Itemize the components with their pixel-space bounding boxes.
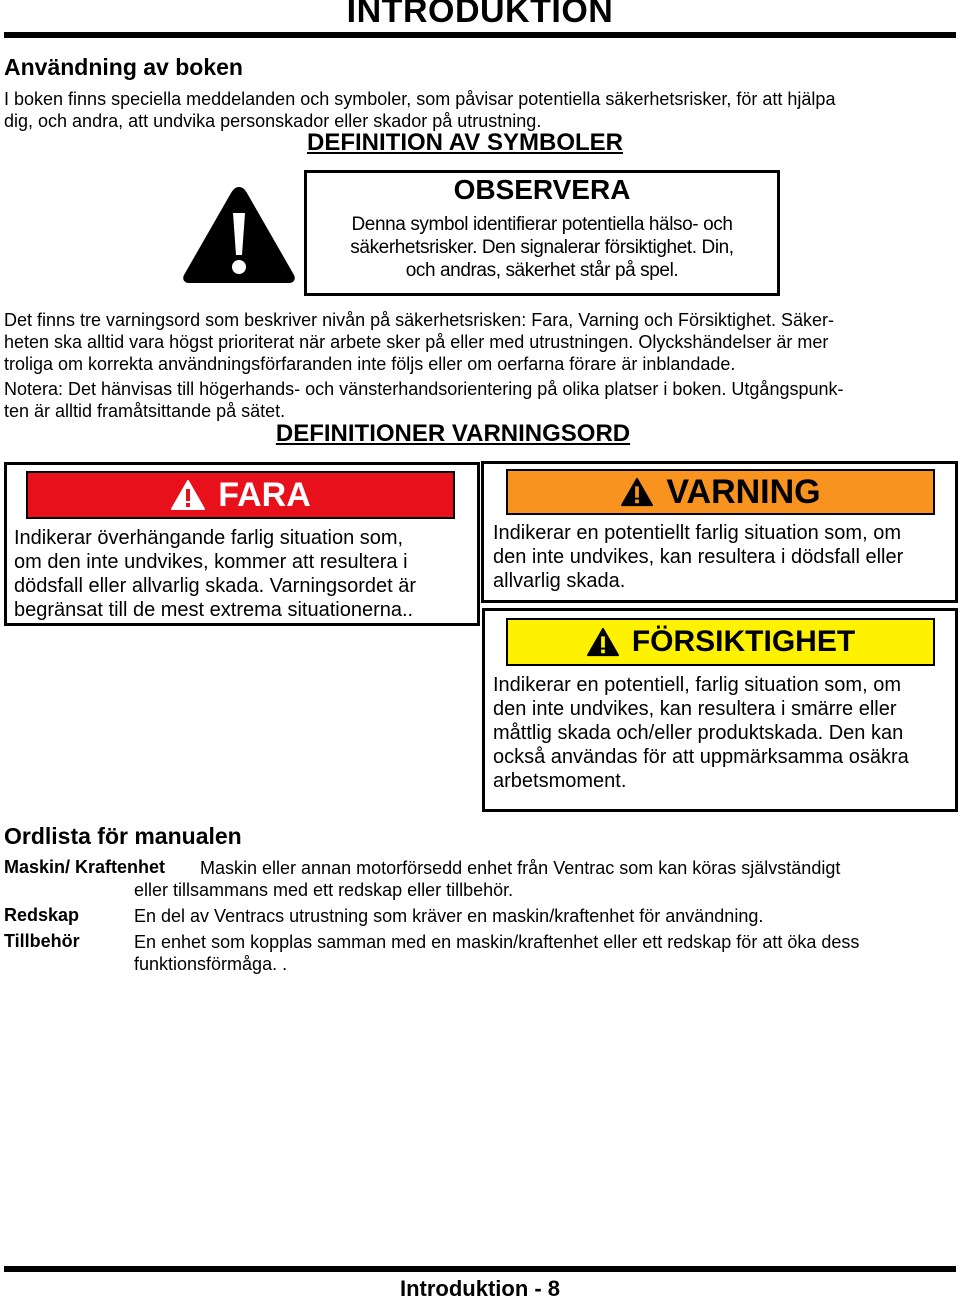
forsiktighet-line: arbetsmoment.	[493, 770, 627, 792]
glossary-definition: funktionsförmåga. .	[134, 954, 288, 974]
glossary-definition: En enhet som kopplas samman med en maskin/kraftenhet eller ett redskap för att öka dess	[134, 932, 860, 952]
varning-line: den inte undvikes, kan resultera i dödsfall eller	[493, 546, 904, 568]
fara-label: FARA	[218, 475, 311, 514]
alert-triangle-icon	[170, 479, 206, 511]
intro-line: dig, och andra, att undvika personskador eller skador på utrustning.	[4, 111, 542, 131]
observera-title: OBSERVERA	[453, 174, 631, 205]
observera-line: Denna symbol identifierar potentiella hälso- och	[351, 214, 733, 235]
paragraph-line: Det finns tre varningsord som beskriver nivån på säkerhetsrisken: Fara, Varning och Försiktighet. Säker-	[4, 310, 835, 330]
paragraph-line: ten är alltid framåtsittande på sätet.	[4, 401, 286, 421]
fara-line: dödsfall eller allvarlig skada. Varningsordet är	[14, 575, 417, 597]
paragraph-line: troliga om korrekta användningsförfaranden inte följs eller om oerfarna förare är inblandade.	[4, 354, 736, 374]
page-title: INTRODUKTION	[346, 0, 614, 30]
glossary-term: Maskin/ Kraftenhet	[4, 857, 166, 877]
header-rule	[4, 32, 956, 38]
glossary-term: Tillbehör	[4, 931, 80, 951]
paragraph-line: heten ska alltid vara högst prioriterat när arbete sker på eller med utrustningen. Olyckshändelser är mer	[4, 332, 829, 352]
fara-sign	[26, 471, 455, 519]
forsiktighet-line: måttlig skada och/eller produktskada. Den kan	[493, 722, 904, 744]
glossary-heading: Ordlista för manualen	[4, 823, 242, 849]
forsiktighet-label: FÖRSIKTIGHET	[631, 625, 856, 658]
section-heading-usage: Användning av boken	[4, 54, 243, 80]
fara-line: om den inte undvikes, kommer att resultera i	[14, 551, 408, 573]
varning-description	[493, 521, 948, 593]
glossary-definition: Maskin eller annan motorförsedd enhet från Ventrac som kan köras självständigt	[200, 858, 841, 878]
varning-sign	[506, 469, 935, 515]
intro-line: I boken finns speciella meddelanden och symboler, som påvisar potentiella säkerhetsrisker, för att hjälpa	[4, 89, 836, 109]
glossary-definition: eller tillsammans med ett redskap eller tillbehör.	[134, 880, 514, 900]
warning-triangle-icon	[180, 183, 298, 287]
paragraph-line: Notera: Det hänvisas till högerhands- och vänsterhandsorientering på olika platser i boken. Utgångspunk-	[4, 379, 844, 399]
forsiktighet-sign	[506, 618, 935, 666]
intro-paragraph	[4, 88, 956, 132]
alert-triangle-icon	[620, 477, 654, 507]
footer-rule	[4, 1266, 956, 1272]
varning-label: VARNING	[666, 472, 821, 511]
orientation-note-paragraph	[4, 378, 956, 422]
glossary-definition: En del av Ventracs utrustning som kräver en maskin/kraftenhet för användning.	[134, 906, 764, 926]
forsiktighet-line: den inte undvikes, kan resultera i smärre eller	[493, 698, 897, 720]
observera-line: och andras, säkerhet står på spel.	[405, 260, 679, 281]
varning-line: Indikerar en potentiellt farlig situation som, om	[493, 522, 901, 544]
fara-description	[14, 526, 464, 622]
observera-text	[310, 213, 774, 282]
page-footer: Introduktion - 8	[399, 1276, 561, 1301]
symbols-heading: DEFINITION AV SYMBOLER	[306, 129, 623, 156]
signal-words-heading: DEFINITIONER VARNINGSORD	[275, 420, 631, 447]
warning-levels-paragraph	[4, 309, 956, 375]
alert-triangle-icon	[586, 627, 620, 657]
varning-line: allvarlig skada.	[493, 570, 626, 592]
forsiktighet-line: också användas för att uppmärksamma osäkra	[493, 746, 909, 768]
forsiktighet-line: Indikerar en potentiell, farlig situation som, om	[493, 674, 901, 696]
fara-line: Indikerar överhängande farlig situation som,	[14, 527, 404, 549]
fara-line: begränsat till de mest extrema situationerna..	[14, 599, 414, 621]
glossary-term: Redskap	[4, 905, 80, 925]
observera-line: säkerhetsrisker. Den signalerar försiktighet. Din,	[350, 237, 734, 258]
forsiktighet-description	[493, 673, 948, 793]
